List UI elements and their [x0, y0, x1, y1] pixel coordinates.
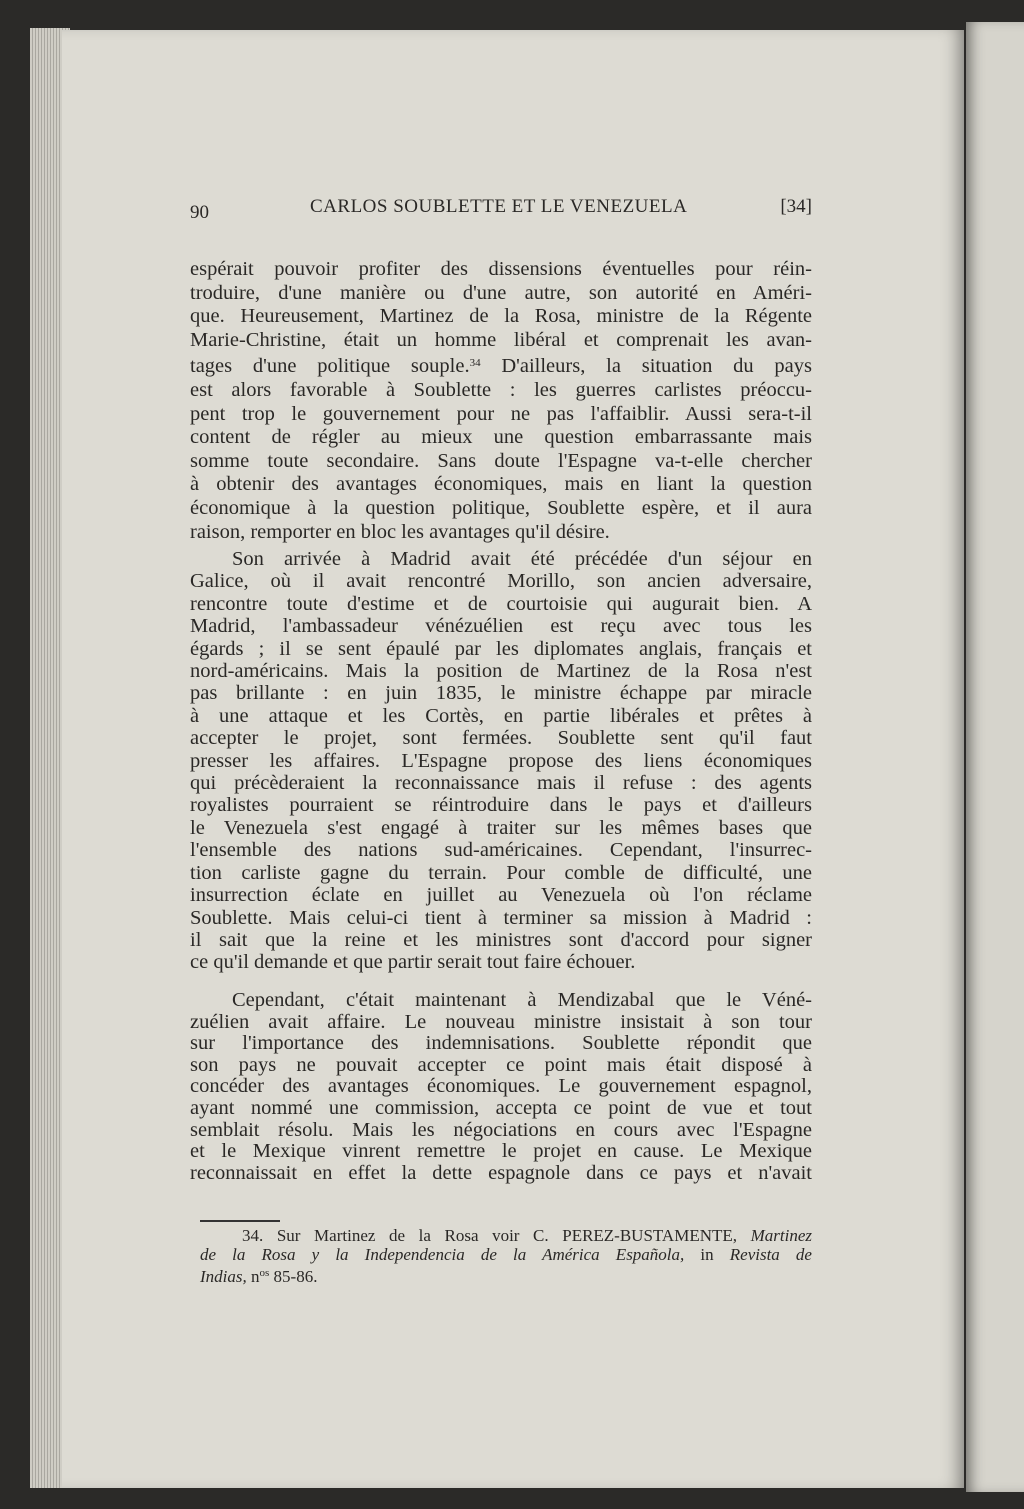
page-number: 90 — [190, 202, 209, 223]
text-line: rencontre toute d'estime et de courtoisie qui augurait bien. A — [190, 592, 812, 615]
text-line: pas brillante : en juin 1835, le ministre échappe par miracle — [190, 682, 812, 705]
text-line: zuélien avait affaire. Le nouveau ministre insistait à son tour — [190, 1010, 812, 1033]
paragraph-1 — [190, 258, 812, 544]
footnote-text: in — [684, 1245, 730, 1264]
paragraph-3 — [190, 990, 812, 1184]
footnote-ref: 34 — [469, 357, 481, 370]
footnote-line — [200, 1245, 812, 1264]
text-line: que. Heureusement, Martinez de la Rosa, ministre de la Régente — [190, 305, 812, 328]
text-line: content de régler au mieux une question embarrassante mais — [190, 426, 812, 449]
running-title: CARLOS SOUBLETTE ET LE VENEZUELA — [310, 196, 688, 217]
footnote-sup: os — [259, 1267, 270, 1279]
text-line: tion carliste gagne du terrain. Pour comble de difficulté, une — [190, 861, 812, 884]
text-line: ayant nommé une commission, accepta ce point de vue et tout — [190, 1096, 812, 1119]
text-line: raison, remporter en bloc les avantages qu'il désire. — [190, 520, 610, 543]
text-line: Madrid, l'ambassadeur vénézuélien est reçu avec tous les — [190, 615, 812, 638]
text-line: semblait résolu. Mais les négociations en cours avec l'Espagne — [190, 1118, 812, 1141]
footnote-journal: Indias, — [200, 1267, 247, 1286]
footnote-title: Martinez — [750, 1226, 812, 1245]
text-line: concéder des avantages économiques. Le gouvernement espagnol, — [190, 1075, 812, 1098]
facing-page — [966, 22, 1024, 1492]
text-line: reconnaissait en effet la dette espagnole dans ce pays et n'avait — [190, 1161, 812, 1184]
footnote-title: de la Rosa y la Independencia de la América Española, — [200, 1245, 685, 1264]
text-line: Son arrivée à Madrid avait été précédée d'un séjour en — [232, 548, 812, 570]
text-line: accepter le projet, sont fermées. Soublette sent qu'il faut — [190, 727, 812, 750]
text-line: sur l'importance des indemnisations. Soublette répondit que — [190, 1032, 812, 1055]
text-line: espérait pouvoir profiter des dissensions éventuelles pour réin- — [190, 258, 812, 280]
footnote-text: n — [246, 1267, 260, 1286]
footnote-rule — [200, 1220, 280, 1222]
text-line: Marie-Christine, était un homme libéral et comprenait les avan- — [190, 328, 812, 351]
running-header — [190, 196, 812, 226]
text-line: troduire, d'une manière ou d'une autre, son autorité en Améri- — [190, 281, 812, 304]
text-line: économique à la question politique, Soublette espère, et il aura — [190, 496, 812, 519]
text-line: égards ; il se sent épaulé par les diplomates anglais, français et — [190, 637, 812, 660]
text-line: somme toute secondaire. Sans doute l'Espagne va-t-elle chercher — [190, 449, 812, 472]
footnote-number: 34. — [242, 1226, 264, 1245]
text-line: nord-américains. Mais la position de Martinez de la Rosa n'est — [190, 660, 812, 683]
footnote-line — [200, 1226, 812, 1245]
paragraph-2 — [190, 548, 812, 974]
section-number: [34] — [780, 196, 812, 217]
text-line: est alors favorable à Soublette : les guerres carlistes préoccu- — [190, 378, 812, 401]
text-line: qui précèderaient la reconnaissance mais il refuse : des agents — [190, 772, 812, 795]
text-line: à une attaque et les Cortès, en partie libérales et prêtes à — [190, 704, 812, 727]
text-segment: D'ailleurs, la situation du pays — [480, 355, 812, 378]
text-line: Galice, où il avait rencontré Morillo, son ancien adversaire, — [190, 570, 812, 593]
text-line: son pays ne pouvait accepter ce point mais était disposé à — [190, 1053, 812, 1076]
footnote — [200, 1226, 812, 1286]
footnote-journal: Revista de — [729, 1245, 812, 1264]
text-line: Soublette. Mais celui-ci tient à terminer sa mission à Madrid : — [190, 906, 812, 929]
text-line — [190, 352, 812, 379]
text-line: l'ensemble des nations sud-américaines. Cependant, l'insurrec- — [190, 839, 812, 862]
text-line: à obtenir des avantages économiques, mais en liant la question — [190, 473, 812, 496]
footnote-text: 85-86. — [269, 1267, 318, 1286]
footnote-text: Sur Martinez de la Rosa voir C. PEREZ-BUSTAMENTE, — [263, 1226, 751, 1245]
text-line: le Venezuela s'est engagé à traiter sur les mêmes bases que — [190, 816, 812, 839]
text-line: insurrection éclate en juillet au Venezuela où l'on réclame — [190, 884, 812, 907]
text-line: il sait que la reine et les ministres sont d'accord pour signer — [190, 928, 812, 951]
text-line: royalistes pourraient se réintroduire dans le pays et d'ailleurs — [190, 794, 812, 817]
text-line: Cependant, c'était maintenant à Mendizabal que le Véné- — [232, 989, 812, 1011]
text-line: ce qu'il demande et que partir serait tout faire échouer. — [190, 951, 636, 974]
text-line: presser les affaires. L'Espagne propose des liens économiques — [190, 749, 812, 772]
text-segment: tages d'une politique souple. — [190, 355, 470, 378]
text-line: pent trop le gouvernement pour ne pas l'affaiblir. Aussi sera-t-il — [190, 402, 812, 425]
footnote-line — [200, 1264, 812, 1286]
text-line: et le Mexique vinrent remettre le projet en cause. Le Mexique — [190, 1140, 812, 1163]
